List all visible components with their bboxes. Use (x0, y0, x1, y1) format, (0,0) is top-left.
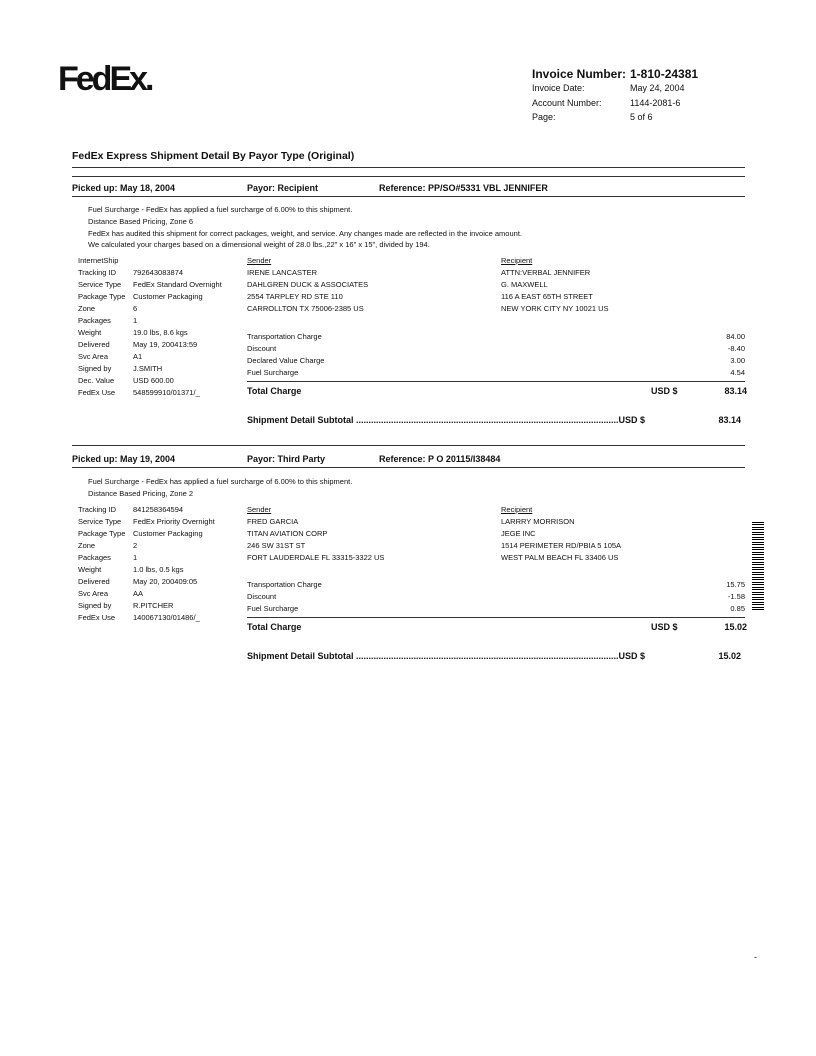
address-line: TITAN AVIATION CORP (247, 529, 328, 538)
divider (72, 445, 745, 446)
address-line: ATTN:VERBAL JENNIFER (501, 268, 591, 277)
total-charge-label: Total Charge (247, 622, 302, 632)
address-line: G. MAXWELL (501, 280, 548, 289)
address-line: 2554 TARPLEY RD STE 110 (247, 292, 343, 301)
invoice-date: May 24, 2004 (630, 83, 685, 93)
recipient-heading: Recipient (501, 505, 533, 514)
detail-labels (78, 504, 125, 624)
sender-address (247, 504, 384, 564)
detail-value: May 19, 200413:59 (133, 340, 198, 349)
detail-label: Packages (78, 316, 111, 325)
detail-value: 548599910/01371/_ (133, 388, 200, 397)
subtotal: 83.14 (718, 415, 741, 425)
detail-label: Service Type (78, 517, 122, 526)
subtotal: 15.02 (718, 651, 741, 661)
charge-amount: -1.58 (727, 592, 745, 601)
document-title: FedEx Express Shipment Detail By Payor Type (Original) (72, 150, 355, 162)
invoice-number: 1-810-24381 (630, 67, 699, 81)
detail-value: Customer Packaging (133, 292, 203, 301)
address-line: DAHLGREN DUCK & ASSOCIATES (247, 280, 369, 289)
page-number: 5 of 6 (630, 112, 653, 122)
charge-label: Transportation Charge (247, 332, 322, 341)
account-number-label: Account Number: (532, 98, 602, 108)
recipient-address (501, 255, 609, 315)
detail-value: R.PITCHER (133, 601, 174, 610)
subtotal-label: Shipment Detail Subtotal .........................................................................................................USD $ (247, 415, 646, 425)
payor: Payor: Third Party (247, 454, 326, 464)
detail-value: USD 600.00 (133, 376, 174, 385)
picked-up-date: Picked up: May 19, 2004 (72, 454, 176, 464)
detail-value: FedEx Priority Overnight (133, 517, 215, 526)
detail-label: Package Type (78, 292, 126, 301)
detail-value: 19.0 lbs, 8.6 kgs (133, 328, 188, 337)
divider (72, 196, 745, 197)
shipment-notes (88, 204, 522, 251)
charge-label: Discount (247, 344, 277, 353)
sender-heading: Sender (247, 505, 272, 514)
charge-label: Fuel Surcharge (247, 368, 299, 377)
fedex-logo: FedEx. (58, 60, 152, 98)
detail-label: Service Type (78, 280, 122, 289)
charge-amounts (665, 331, 745, 379)
detail-label: Zone (78, 541, 96, 550)
charge-label: Declared Value Charge (247, 356, 325, 365)
charge-label: Fuel Surcharge (247, 604, 299, 613)
note-line: FedEx has audited this shipment for correct packages, weight, and service. Any changes made are reflected in the invoice amount. (88, 228, 522, 238)
detail-value: J.SMITH (133, 364, 163, 373)
address-line: FORT LAUDERDALE FL 33315-3322 US (247, 553, 385, 562)
detail-value: 1 (133, 316, 138, 325)
detail-label: Tracking ID (78, 268, 117, 277)
invoice-date-label: Invoice Date: (532, 83, 585, 93)
total-charge: 15.02 (724, 622, 747, 632)
total-currency: USD $ (651, 386, 678, 396)
detail-value: 1 (133, 553, 138, 562)
charge-amount: 84.00 (726, 332, 745, 341)
detail-label: InternetShip (78, 256, 119, 265)
invoice-number-label: Invoice Number: (532, 67, 627, 81)
address-line: NEW YORK CITY NY 10021 US (501, 304, 609, 313)
note-line: Fuel Surcharge - FedEx has applied a fuel surcharge of 6.00% to this shipment. (88, 205, 353, 214)
detail-values (133, 255, 222, 399)
detail-label: Zone (78, 304, 96, 313)
detail-value: 6 (133, 304, 138, 313)
detail-label: Dec. Value (78, 376, 115, 385)
picked-up-date: Picked up: May 18, 2004 (72, 183, 176, 193)
detail-label: Delivered (78, 577, 110, 586)
total-charge: 83.14 (724, 386, 747, 396)
charge-label: Discount (247, 592, 277, 601)
detail-label: Signed by (78, 364, 112, 373)
detail-value (133, 255, 222, 267)
address-line: FRED GARCIA (247, 517, 299, 526)
charge-amounts (665, 579, 745, 615)
detail-value: FedEx Standard Overnight (133, 280, 222, 289)
note-line: Distance Based Pricing, Zone 6 (88, 216, 194, 226)
sender-address (247, 255, 368, 315)
note-line: Distance Based Pricing, Zone 2 (88, 488, 194, 498)
divider (72, 467, 745, 468)
detail-value: AA (133, 589, 144, 598)
detail-labels (78, 255, 125, 399)
detail-label: Signed by (78, 601, 112, 610)
total-charge-label: Total Charge (247, 386, 302, 396)
recipient-heading: Recipient (501, 256, 533, 265)
charge-amount: 15.75 (726, 580, 745, 589)
detail-label: Package Type (78, 529, 126, 538)
reference: Reference: P O 20115/I38484 (379, 454, 501, 464)
detail-value: 140067130/01486/_ (133, 613, 200, 622)
page-mark: - (754, 952, 757, 962)
detail-values (133, 504, 215, 624)
detail-label: Tracking ID (78, 505, 117, 514)
tracking-id: 792643083874 (133, 268, 184, 277)
divider (72, 167, 745, 168)
barcode (752, 522, 764, 612)
note-line: We calculated your charges based on a dimensional weight of 28.0 lbs.,22" x 16" x 15", divided by 194. (88, 240, 430, 250)
charge-amount: 4.54 (730, 368, 745, 377)
detail-value: Customer Packaging (133, 529, 203, 538)
detail-label: Weight (78, 565, 102, 574)
detail-label: Weight (78, 328, 102, 337)
charge-amount: -8.40 (727, 344, 745, 353)
address-line: LARRRY MORRISON (501, 517, 575, 526)
divider (247, 381, 745, 382)
detail-label: FedEx Use (78, 613, 116, 622)
detail-value: May 20, 200409:05 (133, 577, 198, 586)
address-line: 116 A EAST 65TH STREET (501, 292, 593, 301)
charge-amount: 3.00 (730, 356, 745, 365)
address-line: IRENE LANCASTER (247, 268, 318, 277)
detail-value: A1 (133, 352, 143, 361)
address-line: 246 SW 31ST ST (247, 541, 306, 550)
address-line: WEST PALM BEACH FL 33406 US (501, 553, 619, 562)
tracking-id: 841258364594 (133, 505, 184, 514)
charge-amount: 0.85 (730, 604, 745, 613)
shipment-notes (88, 476, 352, 500)
detail-value: 1.0 lbs, 0.5 kgs (133, 565, 184, 574)
address-line: 1514 PERIMETER RD/PBIA 5 105A (501, 541, 622, 550)
detail-label: Delivered (78, 340, 110, 349)
total-currency: USD $ (651, 622, 678, 632)
detail-label: Packages (78, 553, 111, 562)
charge-labels (247, 331, 324, 379)
charge-label: Transportation Charge (247, 580, 322, 589)
page-label: Page: (532, 112, 556, 122)
subtotal-label: Shipment Detail Subtotal .........................................................................................................USD $ (247, 651, 646, 661)
note-line: Fuel Surcharge - FedEx has applied a fuel surcharge of 6.00% to this shipment. (88, 477, 353, 486)
payor: Payor: Recipient (247, 183, 319, 193)
divider (247, 617, 745, 618)
detail-label: FedEx Use (78, 388, 116, 397)
detail-label: Svc Area (78, 589, 109, 598)
address-line: CARROLLTON TX 75006-2385 US (247, 304, 364, 313)
charge-labels (247, 579, 322, 615)
reference: Reference: PP/SO#5331 VBL JENNIFER (379, 183, 548, 193)
detail-label: Svc Area (78, 352, 109, 361)
recipient-address (501, 504, 621, 564)
sender-heading: Sender (247, 256, 272, 265)
divider (72, 176, 745, 177)
address-line: JEGE INC (501, 529, 536, 538)
account-number: 1144-2081-6 (630, 98, 681, 108)
detail-value: 2 (133, 541, 138, 550)
